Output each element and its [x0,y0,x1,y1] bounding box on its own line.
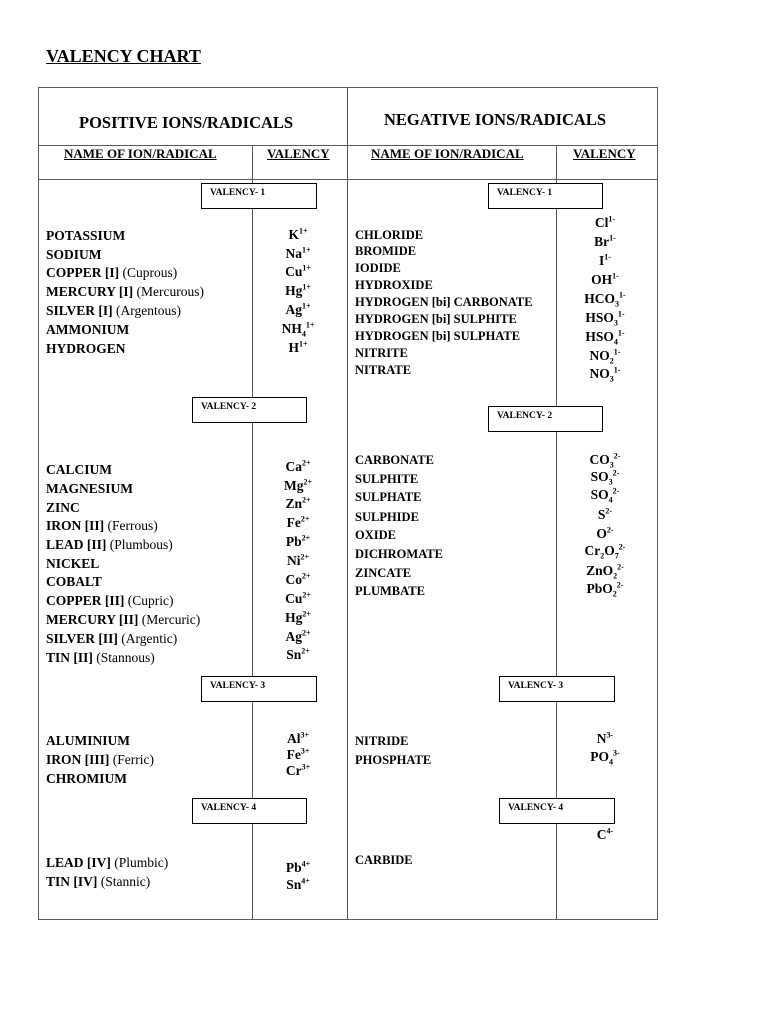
positive-ion-name [46,228,125,244]
ion-name-text: HYDROGEN [bi] CARBONATE [355,295,533,309]
ion-name-text: ALUMINIUM [46,733,130,748]
formula-subscript: 2 [609,356,614,366]
negative-valency-group-label: VALENCY- 2 [488,406,603,432]
ion-name-text: NITRIDE [355,734,409,748]
positive-ion-formula [286,860,310,876]
formula-symbol: Pb [285,534,302,549]
negative-ion-name [355,312,517,327]
ion-name-text: PLUMBATE [355,584,425,598]
formula-subscript: 4 [613,337,618,347]
ion-name-text: SILVER [I] [46,303,113,318]
formula-symbol: Fe [286,515,301,530]
positive-ion-name [46,341,126,357]
formula-symbol: SO [590,487,609,502]
ion-name-text: IODIDE [355,261,401,275]
ion-name-text: COPPER [II] [46,593,125,608]
ion-name-text: CARBIDE [355,853,413,867]
ion-name-text: SULPHIDE [355,510,419,524]
formula-subscript: 3 [613,318,618,328]
formula-symbol: PO [590,749,610,764]
ion-name-text: COBALT [46,574,102,589]
positive-ion-name [46,518,158,534]
ion-name-text: IRON [III] [46,752,110,767]
positive-ion-formula [286,877,310,893]
ion-name-text: POTASSIUM [46,228,126,243]
formula-charge: 1- [604,252,611,262]
formula-subscript: 4 [609,757,614,767]
ion-name-note: (Stannous) [92,650,155,665]
positive-ion-formula [285,459,310,475]
positive-col-valency-header: VALENCY [267,146,330,161]
ion-name-text: OXIDE [355,528,396,542]
formula-symbol: Ni [286,553,301,568]
ion-name-text: SULPHATE [355,490,422,504]
formula-symbol: Fe [286,747,301,762]
negative-ion-formula [585,310,624,326]
positive-ion-formula [287,747,310,763]
negative-ion-formula [591,272,619,288]
formula-symbol: Sn [286,647,302,662]
negative-ion-name [355,295,533,310]
ion-name-text: MERCURY [II] [46,612,139,627]
negative-col-name-header: NAME OF ION/RADICAL [371,146,524,161]
ion-name-text: TIN [II] [46,650,93,665]
formula-charge: 1- [609,233,616,243]
negative-ion-name [355,472,418,487]
ion-name-text: CHLORIDE [355,228,424,242]
ion-name-text: NICKEL [46,556,100,571]
formula-symbol: NH [281,321,302,336]
formula-symbol: Co [285,572,302,587]
positive-ion-formula [287,515,310,531]
positive-ion-name [46,771,127,787]
positive-ion-formula [288,340,307,356]
positive-ion-name [46,733,130,749]
formula-charge: 2- [616,580,624,590]
formula-symbol: NO [589,348,610,363]
ion-name-note: (Cupric) [124,593,174,608]
positive-ion-formula [285,283,311,299]
formula-subscript: 2 [613,571,618,581]
formula-symbol-2: O [604,543,615,558]
formula-symbol: I [599,253,605,268]
ion-name-note: (Argentic) [117,631,178,646]
negative-ion-formula [598,507,612,523]
formula-charge: 2- [612,468,620,478]
formula-subscript: 3 [615,299,620,309]
positive-ion-name [46,631,177,647]
positive-ion-formula [285,246,310,262]
formula-charge: 1- [613,347,621,357]
formula-charge: 2+ [300,514,310,524]
negative-ion-formula [585,543,626,559]
ion-name-text: IRON [II] [46,518,105,533]
formula-symbol: O [596,526,607,541]
negative-ion-name [355,547,443,562]
negative-ion-formula [597,731,613,747]
ion-name-text: PHOSPHATE [355,753,432,767]
formula-symbol: Ag [285,629,302,644]
formula-charge: 3+ [301,762,311,772]
formula-symbol: Br [594,234,610,249]
positive-ion-name [46,650,155,666]
negative-ion-name [355,329,520,344]
ion-name-note: (Plumbous) [106,537,173,552]
negative-ion-formula [590,749,619,765]
negative-ion-name [355,528,396,543]
formula-charge: 1- [608,214,616,224]
formula-symbol: Pb [285,860,302,875]
positive-ion-formula [282,321,315,337]
formula-charge: 2- [617,562,624,572]
formula-charge: 2- [605,506,613,516]
formula-charge: 2+ [301,495,311,505]
ion-name-text: CHROMIUM [46,771,127,786]
page-title: VALENCY CHART [46,46,201,66]
negative-ion-formula [596,526,613,542]
ion-name-text: AMMONIUM [46,322,130,337]
formula-subscript: 3 [608,477,613,487]
formula-charge: 2- [618,542,626,552]
positive-ion-name [46,265,177,281]
ion-name-text: DICHROMATE [355,547,443,561]
formula-symbol: NO [589,366,610,381]
ion-name-text: ZINC [46,500,80,515]
positive-col-name-header: NAME OF ION/RADICAL [64,146,217,161]
ion-name-note: (Ferrous) [104,518,158,533]
positive-ion-formula [285,302,310,318]
formula-charge: 1- [612,271,619,281]
ion-name-text: NITRATE [355,363,412,377]
formula-charge: 4+ [301,876,310,886]
formula-charge: 1+ [305,320,315,330]
formula-charge: 1- [617,328,625,338]
formula-subscript: 3 [609,374,614,384]
formula-symbol: Al [286,731,301,746]
ion-name-text: HYDROGEN [46,341,126,356]
formula-symbol: OH [591,272,613,287]
negative-ion-name [355,228,423,243]
ion-name-text: LEAD [II] [46,537,107,552]
formula-charge: 1- [619,290,626,300]
formula-symbol: Hg [285,610,303,625]
ion-name-text: HYDROGEN [bi] SULPHITE [355,312,517,326]
formula-symbol: ZnO [586,563,614,578]
formula-symbol: HSO [585,310,614,325]
ion-name-note: (Cuprous) [119,265,178,280]
formula-subscript: 3 [609,460,614,470]
negative-ion-name [355,261,401,276]
formula-charge: 3+ [300,730,310,740]
positive-ion-formula [285,496,310,512]
formula-charge: 1+ [302,282,311,292]
ion-name-text: HYDROGEN [bi] SULPHATE [355,329,521,343]
positive-ion-name [46,612,200,628]
ion-name-note: (Stannic) [97,874,151,889]
formula-charge: 1+ [302,263,311,273]
formula-symbol: Cr [285,763,302,778]
negative-ion-name [355,278,433,293]
formula-symbol: Ca [285,459,302,474]
formula-subscript: 4 [608,495,613,505]
positive-ion-name [46,500,80,516]
formula-symbol: CO [589,452,610,467]
positive-valency-group-label: VALENCY- 2 [192,397,307,423]
formula-symbol: Cu [285,591,303,606]
positive-ion-name [46,303,181,319]
negative-heading: NEGATIVE IONS/RADICALS [384,110,607,129]
table-border-left [38,87,39,920]
ion-name-text: BROMIDE [355,244,417,258]
table-divider-middle [347,87,348,920]
negative-ion-formula [590,366,621,382]
formula-charge: 1+ [301,301,311,311]
positive-ion-formula [286,534,310,550]
ion-name-text: ZINCATE [355,566,412,580]
formula-symbol: PbO [586,581,613,596]
negative-ion-name [355,753,431,768]
negative-ion-name [355,363,411,378]
negative-ion-formula [585,329,624,345]
ion-name-text: COPPER [I] [46,265,120,280]
positive-ion-name [46,593,173,609]
ion-name-text: SULPHITE [355,472,419,486]
positive-ion-formula [286,763,310,779]
formula-charge: 1+ [298,226,308,236]
negative-valency-group-label: VALENCY- 3 [499,676,615,702]
formula-subscript: 2 [612,589,617,599]
formula-symbol: Hg [285,283,303,298]
formula-charge: 3+ [300,746,310,756]
negative-ion-formula [586,563,624,579]
formula-symbol: N [596,731,607,746]
negative-valency-group-label: VALENCY- 4 [499,798,615,824]
positive-ion-name [46,556,99,572]
ion-name-text: SILVER [II] [46,631,118,646]
formula-charge: 1- [617,309,625,319]
formula-charge: 2+ [301,628,311,638]
ion-name-note: (Plumbic) [110,855,169,870]
negative-ion-formula [597,827,613,843]
formula-symbol: Cu [285,264,303,279]
formula-symbol: C [596,827,607,842]
ion-name-text: NITRITE [355,346,408,360]
negative-ion-name [355,584,425,599]
negative-ion-formula [584,291,625,307]
formula-charge: 2+ [303,477,313,487]
negative-ion-formula [587,581,624,597]
positive-valency-group-label: VALENCY- 3 [201,676,317,702]
positive-ion-name [46,537,173,553]
formula-symbol: S [597,507,606,522]
formula-charge: 3- [613,748,620,758]
formula-subscript: 4 [301,329,306,339]
formula-charge: 1+ [301,245,311,255]
formula-charge: 2+ [302,590,311,600]
formula-subscript: 2 [600,551,605,561]
formula-symbol: Sn [286,877,302,892]
negative-ion-formula [591,487,620,503]
positive-valency-group-label: VALENCY- 1 [201,183,317,209]
positive-ion-formula [285,572,310,588]
formula-charge: 2+ [300,552,310,562]
formula-charge: 2+ [301,646,310,656]
negative-ion-name [355,566,411,581]
formula-symbol: Ag [285,302,302,317]
ion-name-text: TIN [IV] [46,874,98,889]
table-border-bottom [38,919,658,920]
negative-ion-formula [590,452,621,468]
negative-ion-formula [590,348,621,364]
formula-charge: 2+ [302,609,311,619]
ion-name-note: (Mercuric) [138,612,201,627]
formula-symbol: Na [285,246,302,261]
positive-ion-formula [288,227,307,243]
negative-ion-name [355,490,421,505]
formula-charge: 4+ [301,859,311,869]
ion-name-note: (Ferric) [109,752,154,767]
table-border-top [38,87,658,88]
negative-col-valency-header: VALENCY [573,146,636,161]
positive-ion-name [46,247,102,263]
formula-charge: 1- [613,365,621,375]
negative-ion-name [355,853,413,868]
formula-charge: 2+ [301,458,311,468]
formula-charge: 4- [606,826,614,836]
formula-symbol: K [288,227,299,242]
colheader-rule [38,179,658,180]
ion-name-text: SODIUM [46,247,102,262]
formula-charge: 2- [612,486,620,496]
formula-charge: 1+ [298,339,308,349]
negative-ion-formula [591,469,620,485]
negative-ion-name [355,244,416,259]
positive-valency-group-label: VALENCY- 4 [192,798,307,824]
formula-charge: 2+ [301,571,311,581]
positive-ion-formula [285,591,311,607]
formula-symbol: Zn [285,496,302,511]
formula-symbol: SO [590,469,609,484]
positive-ion-name [46,462,112,478]
positive-ion-formula [285,264,311,280]
table-border-right [657,87,658,920]
formula-symbol: HCO [584,291,616,306]
negative-ion-formula [594,234,616,250]
formula-symbol: Cl [594,215,609,230]
ion-name-note: (Argentous) [112,303,182,318]
negative-valency-group-label: VALENCY- 1 [488,183,603,209]
ion-name-note: (Mercurous) [133,284,204,299]
formula-charge: 2+ [301,533,311,543]
positive-heading: POSITIVE IONS/RADICALS [79,113,294,132]
positive-ion-formula [287,553,309,569]
ion-name-text: MERCURY [I] [46,284,134,299]
positive-ion-formula [285,610,311,626]
negative-ion-name [355,346,408,361]
formula-charge: 2- [606,525,614,535]
positive-ion-formula [284,478,312,494]
positive-ion-name [46,855,168,871]
positive-ion-formula [287,731,309,747]
positive-ion-name [46,574,102,590]
ion-name-text: LEAD [IV] [46,855,111,870]
formula-symbol: H [288,340,299,355]
ion-name-text: CALCIUM [46,462,112,477]
formula-symbol: HSO [585,329,614,344]
formula-subscript-2: 7 [614,551,619,561]
negative-ion-formula [599,253,611,269]
positive-ion-name [46,322,129,338]
formula-charge: 3- [606,730,614,740]
positive-ion-name [46,752,154,768]
ion-name-text: CARBONATE [355,453,434,467]
negative-ion-name [355,734,409,749]
negative-ion-name [355,510,419,525]
positive-ion-formula [286,647,310,663]
ion-name-text: MAGNESIUM [46,481,133,496]
formula-charge: 2- [613,451,621,461]
positive-ion-name [46,874,150,890]
positive-ion-name [46,481,133,497]
ion-name-text: HYDROXIDE [355,278,433,292]
formula-symbol: Mg [283,478,304,493]
formula-symbol: Cr [584,543,601,558]
positive-ion-name [46,284,204,300]
negative-ion-name [355,453,434,468]
positive-ion-formula [285,629,310,645]
negative-ion-formula [595,215,615,231]
